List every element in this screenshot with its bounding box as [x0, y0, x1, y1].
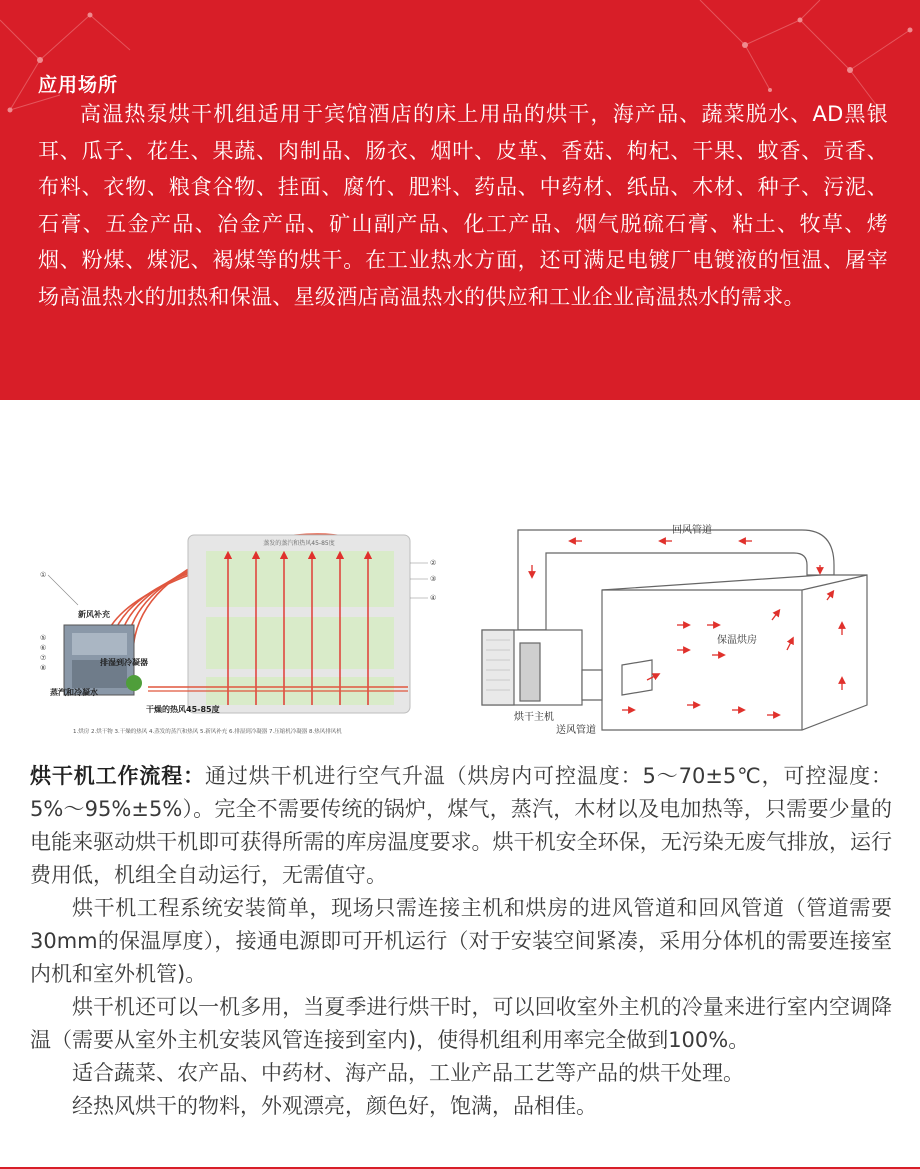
legend: 1.烘房 2.烘干物 3.干燥的热风 4.蒸发的蒸汽和热风 5.新风补充 6.排湿到冷凝器 7.压缩机冷凝器 8.热风排风机 — [73, 729, 342, 735]
paragraph-4: 适合蔬菜、农产品、中药材、海产品，工业产品工艺等产品的烘干处理。 — [72, 1061, 744, 1085]
section-body: 高温热泵烘干机组适用于宾馆酒店的床上用品的烘干，海产品、蔬菜脱水、AD黑银耳、瓜子、花生、果蔬、肉制品、肠衣、烟叶、皮革、香菇、枸杞、干果、蚊香、贡香、布料、衣物、粮食谷物、挂面、腐竹、肥料、药品、中药材、纸品、木材、种子、污泥、石膏、五金产品、冶金产品、矿山副产品、化工产品、烟气脱硫石膏、粘土、牧草、烤烟、粉煤、煤泥、褐煤等的烘干。在工业热水方面，还可满足电镀厂电镀液的恒温、屠宰场高温热水的加热和保温、星级酒店高温热水的供应和工业企业高温热水的需求。 — [38, 102, 888, 309]
drying-room-diagram — [472, 505, 892, 745]
paragraph-5: 经热风烘干的物料，外观漂亮，颜色好，饱满，品相佳。 — [72, 1094, 597, 1118]
application-banner — [0, 0, 920, 400]
section-title: 应用场所 — [38, 74, 119, 96]
label-fresh-air: 新风补充 — [78, 610, 110, 619]
paragraph-2: 烘干机工程系统安装简单，现场只需连接主机和烘房的进风管道和回风管道（管道需要30mm的保温厚度），接通电源即可开机运行（对于安装空间紧凑，采用分体机的需要连接室内机和室外机管)。 — [30, 896, 892, 986]
label-room: 保温烘房 — [717, 635, 757, 646]
label-supply-duct: 送风管道 — [556, 725, 596, 736]
label-steam: 蒸汽和冷凝水 — [50, 688, 98, 697]
process-description — [30, 760, 892, 1123]
marker-6: ⑥ — [40, 644, 47, 652]
label-main-unit: 烘干主机 — [514, 712, 554, 723]
marker-1: ① — [40, 571, 47, 579]
paragraph-3: 烘干机还可以一机多用，当夏季进行烘干时，可以回收室外主机的冷量来进行室内空调降温（需要从室外主机安装风管连接到室内)，使得机组利用率完全做到100%。 — [30, 995, 892, 1052]
marker-2: ② — [430, 559, 437, 567]
marker-4: ④ — [430, 594, 437, 602]
drying-airflow-diagram — [38, 525, 448, 750]
label-return-duct: 回风管道 — [672, 525, 712, 536]
paragraph-1 — [30, 760, 892, 892]
label-exhaust: 排湿到冷凝器 — [100, 658, 148, 667]
marker-7: ⑦ — [40, 654, 47, 662]
paragraph-1-text: 通过烘干机进行空气升温（烘房内可控温度：5～70±5℃，可控湿度：5%～95%±5%）。完全不需要传统的锅炉，煤气，蒸汽，木材以及电加热等，只需要少量的电能来驱动烘干机即可获得所需的库房温度要求。烘干机安全环保，无污染无废气排放，运行费用低，机组全自动运行，无需值守。 — [30, 764, 892, 887]
process-heading: 烘干机工作流程： — [30, 764, 205, 788]
marker-3: ③ — [430, 575, 437, 583]
marker-8: ⑧ — [40, 664, 47, 672]
top-caption: 蒸发的蒸汽和热风45-85度 — [263, 540, 335, 547]
marker-5: ⑤ — [40, 634, 47, 642]
label-hot-air: 干燥的热风45-85度 — [146, 705, 220, 714]
